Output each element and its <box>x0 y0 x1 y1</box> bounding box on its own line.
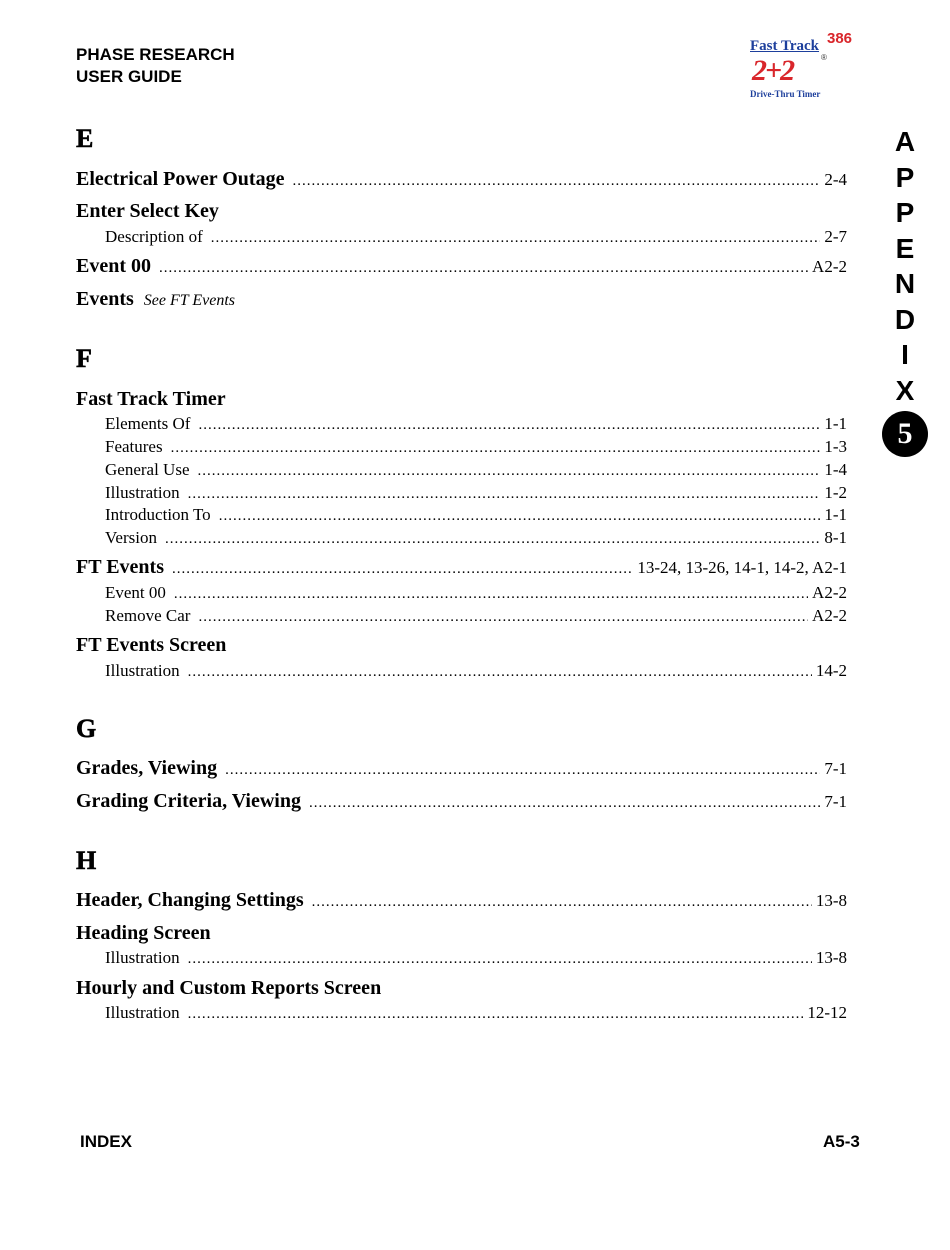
entry-label: Description of <box>105 227 203 246</box>
entry-label: Illustration <box>105 1003 180 1022</box>
dot-leader <box>188 664 812 681</box>
entry-label: Hourly and Custom Reports Screen <box>76 977 382 999</box>
entry-page: 1-1 <box>824 414 847 433</box>
dot-leader <box>211 230 821 247</box>
entry-page: 13-24, 13-26, 14-1, 14-2, A2-1 <box>637 558 847 577</box>
dot-leader <box>172 561 633 578</box>
index-subentry <box>76 1003 847 1023</box>
index-subentry <box>76 227 847 247</box>
dot-leader <box>219 508 821 525</box>
index-subentry <box>76 414 847 434</box>
index-subentry <box>76 483 847 503</box>
dot-leader <box>198 463 821 480</box>
logo-registered: ® <box>821 53 827 62</box>
entry-label: Introduction To <box>105 505 211 524</box>
dot-leader <box>174 586 808 603</box>
entry-label: Fast Track Timer <box>76 388 226 410</box>
entry-page: A2-2 <box>812 606 847 625</box>
index-subentry <box>76 505 847 525</box>
index-entry <box>76 977 847 1000</box>
index-entry <box>76 757 847 780</box>
entry-label: Header, Changing Settings <box>76 889 304 911</box>
logo-tagline: Drive-Thru Timer <box>750 89 821 99</box>
section-heading-e: E <box>76 124 94 153</box>
entry-page: 1-3 <box>824 437 847 456</box>
dot-leader <box>312 894 812 911</box>
dot-leader <box>198 609 808 626</box>
entry-page: 12-12 <box>807 1003 847 1022</box>
entry-page: 2-4 <box>824 170 847 189</box>
section-heading-g: G <box>76 714 97 743</box>
entry-label: Illustration <box>105 661 180 680</box>
logo-mark: 2+2 <box>752 54 794 87</box>
entry-page: 13-8 <box>815 948 847 967</box>
dot-leader <box>198 417 820 434</box>
side-letter: X <box>895 374 915 406</box>
entry-label: Grades, Viewing <box>76 757 218 779</box>
entry-label: Event 00 <box>76 255 151 277</box>
footer-page-number: A5-3 <box>823 1132 860 1151</box>
dot-leader <box>225 762 820 779</box>
appendix-number-badge: 5 <box>882 411 928 457</box>
dot-leader <box>171 440 821 457</box>
fast-track-logo <box>746 30 858 106</box>
entry-label: Illustration <box>105 483 180 502</box>
logo-name: Fast Track <box>750 38 820 54</box>
entry-page: 13-8 <box>815 891 847 910</box>
entry-page: 1-1 <box>824 505 847 524</box>
entry-label: Illustration <box>105 948 180 967</box>
index-subentry <box>76 661 847 681</box>
entry-label: Events <box>76 288 134 310</box>
dot-leader <box>159 260 808 277</box>
entry-page: A2-2 <box>812 583 847 602</box>
footer-section: INDEX <box>80 1132 132 1151</box>
dot-leader <box>188 951 812 968</box>
dot-leader <box>188 1006 804 1023</box>
index-subentry <box>76 606 847 626</box>
entry-page: 1-4 <box>824 460 847 479</box>
index-subentry <box>76 528 847 548</box>
entry-label: Heading Screen <box>76 922 211 944</box>
index-subentry <box>76 583 847 603</box>
index-entry <box>76 200 847 223</box>
entry-label: General Use <box>105 460 190 479</box>
index-entry <box>76 790 847 813</box>
entry-label: Grading Criteria, Viewing <box>76 790 301 812</box>
entry-page: 7-1 <box>824 792 847 811</box>
see-reference: See FT Events <box>143 292 236 309</box>
index-entry <box>76 889 847 912</box>
entry-page: A2-2 <box>812 257 847 276</box>
side-letter: N <box>894 268 916 299</box>
entry-label: Features <box>105 437 163 456</box>
section-heading-f: F <box>76 344 92 373</box>
header-guide: USER GUIDE <box>76 67 182 86</box>
index-entry <box>76 634 847 657</box>
entry-page: 14-2 <box>815 661 847 680</box>
entry-page: 1-2 <box>824 483 847 502</box>
entry-page: 2-7 <box>824 227 847 246</box>
entry-label: Elements Of <box>105 414 191 433</box>
index-entry <box>76 288 847 311</box>
entry-label: Version <box>105 528 157 547</box>
entry-label: Event 00 <box>105 583 166 602</box>
index-entry <box>76 388 847 411</box>
side-letter: P <box>895 197 915 228</box>
index-entry <box>76 922 847 945</box>
index-entry <box>76 556 847 579</box>
index-subentry <box>76 948 847 968</box>
entry-label: Electrical Power Outage <box>76 168 285 190</box>
index-entry <box>76 168 847 191</box>
side-letter: I <box>901 339 909 370</box>
dot-leader <box>188 486 821 503</box>
entry-label: FT Events <box>76 556 164 578</box>
index-subentry <box>76 460 847 480</box>
index-subentry <box>76 437 847 457</box>
dot-leader <box>165 531 820 548</box>
entry-label: FT Events Screen <box>76 634 227 656</box>
logo-version: 386 <box>827 30 853 47</box>
entry-label: Remove Car <box>105 606 191 625</box>
entry-label: Enter Select Key <box>76 200 219 222</box>
side-letter: D <box>894 303 916 335</box>
dot-leader <box>309 795 820 812</box>
entry-page: 7-1 <box>824 759 847 778</box>
side-letter: A <box>894 126 916 157</box>
appendix-side-tab <box>880 124 930 457</box>
side-letter: E <box>895 232 915 264</box>
entry-page: 8-1 <box>824 528 847 547</box>
dot-leader <box>292 173 820 190</box>
section-heading-h: H <box>76 846 97 875</box>
header-company: PHASE RESEARCH <box>76 45 235 64</box>
document-header <box>76 44 235 88</box>
index-entry <box>76 255 847 278</box>
side-letter: P <box>895 161 915 193</box>
